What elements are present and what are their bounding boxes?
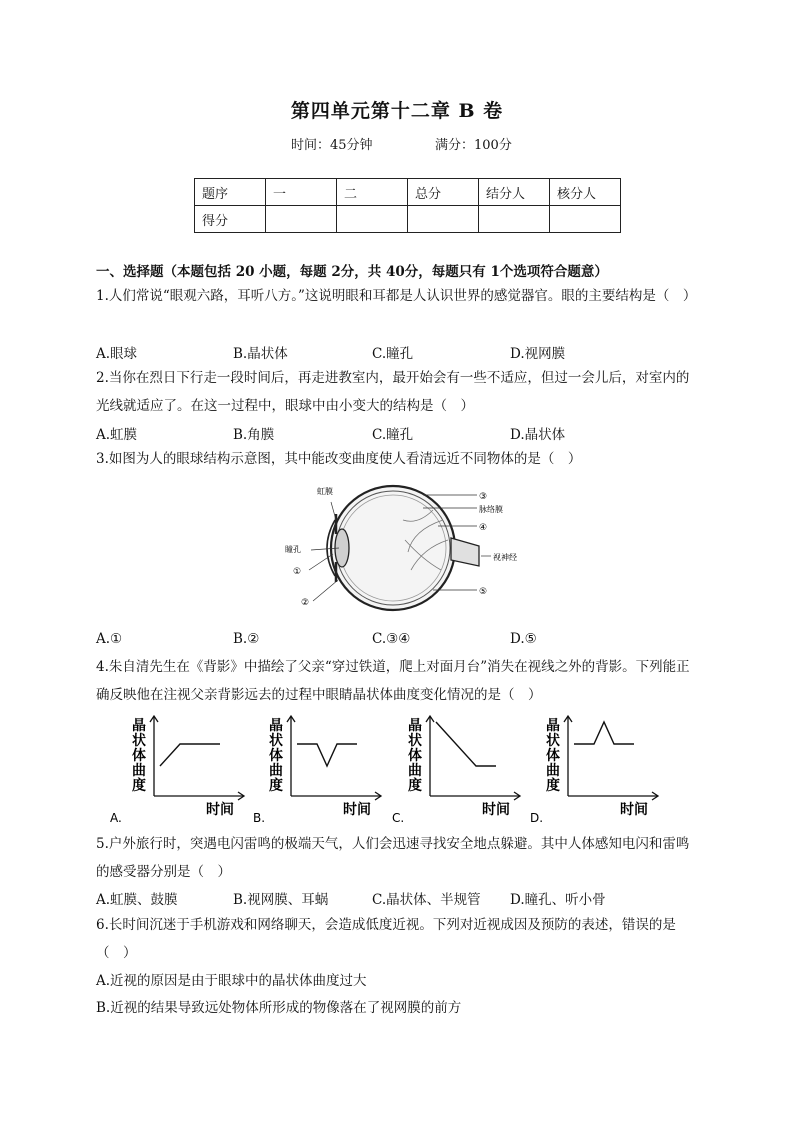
eyeball-figure (327, 486, 479, 610)
table-cell[interactable] (550, 206, 621, 233)
chart-ylabel-char: 体 (132, 748, 146, 764)
chart-ylabel-char: 晶 (408, 718, 422, 734)
table-cell[interactable] (266, 206, 337, 233)
table-cell: 得分 (195, 206, 266, 233)
table-cell: 核分人 (550, 179, 621, 206)
chart-option-letter: B. (253, 811, 266, 825)
chart-ylabel-char: 度 (132, 778, 146, 794)
q2-option-b[interactable]: B.角膜 (233, 427, 275, 443)
chart-ylabel-char: 晶 (132, 718, 146, 734)
q6-option-a[interactable]: A.近视的原因是由于眼球中的晶状体曲度过大 (96, 973, 367, 989)
chart-option-d (530, 716, 658, 825)
chart-xlabel: 时间 (343, 802, 371, 818)
section-heading-text: 一、选择题（本题包括 20 小题，每题 2分，共 40分，每题只有 1个选项符合题意） (96, 264, 608, 280)
table-row (195, 206, 621, 233)
chart-ylabel-char: 状 (408, 733, 422, 749)
chart-ylabel-char: 曲 (408, 763, 422, 779)
chart-option-letter: A. (110, 811, 122, 825)
page-title: 第四单元第十二章 B 卷 (290, 100, 504, 122)
chart-ylabel-char: 度 (269, 778, 283, 794)
chart-series-line (436, 722, 496, 766)
chart-ylabel-char: 状 (269, 733, 283, 749)
chart-ylabel-char: 晶 (269, 718, 283, 734)
chart-ylabel-char: 度 (546, 778, 560, 794)
question-4-stem: 4.朱自清先生在《背影》中描绘了父亲“穿过铁道，爬上对面月台”消失在视线之外的背影。下列能正确反映他在注视父亲背影远去的过程中眼睛晶状体曲度变化情况的是（ ） (96, 659, 690, 703)
chart-ylabel-char: 晶 (546, 718, 560, 734)
score-table (194, 178, 621, 233)
chart-xlabel: 时间 (482, 802, 510, 818)
label-2: ② (301, 598, 310, 608)
chart-option-a (110, 716, 244, 825)
table-cell: 结分人 (479, 179, 550, 206)
chart-xlabel: 时间 (206, 802, 234, 818)
chart-series-line (574, 722, 634, 744)
label-1: ① (293, 567, 302, 577)
label-iris: 虹膜 (317, 487, 333, 496)
question-3-stem: 3.如图为人的眼球结构示意图，其中能改变曲度使人看清远近不同物体的是（ ） (96, 451, 582, 467)
chart-ylabel-char: 曲 (546, 763, 560, 779)
chart-option-letter: C. (392, 811, 405, 825)
chart-ylabel-char: 体 (546, 748, 560, 764)
label-3: ③ (479, 492, 488, 502)
q3-option-c[interactable]: C.③④ (372, 631, 411, 647)
q1-option-d[interactable]: D.视网膜 (510, 346, 566, 362)
chart-option-letter: D. (530, 811, 544, 825)
label-choroid: 脉络膜 (479, 505, 503, 514)
chart-xlabel: 时间 (620, 802, 648, 818)
eyeball-diagram (283, 480, 523, 620)
chart-option-c (392, 716, 520, 825)
label-5: ⑤ (479, 587, 488, 597)
section-heading (96, 260, 608, 280)
q5-option-c[interactable]: C.晶状体、半规管 (372, 892, 481, 908)
label-optic-nerve: 视神经 (493, 553, 517, 562)
q1-option-b[interactable]: B.晶状体 (233, 346, 288, 362)
chart-series-line (160, 744, 220, 766)
table-row (195, 179, 621, 206)
exam-time: 时间：45分钟 (291, 138, 373, 153)
q1-option-c[interactable]: C.瞳孔 (372, 346, 414, 362)
q2-option-c[interactable]: C.瞳孔 (372, 427, 414, 443)
table-cell: 总分 (408, 179, 479, 206)
question-2-stem: 2.当你在烈日下行走一段时间后，再走进教室内，最开始会有一些不适应，但过一会儿后，对室内的光线就适应了。在这一过程中，眼球中由小变大的结构是（ ） (96, 370, 690, 414)
q1-option-a[interactable]: A.眼球 (96, 346, 138, 362)
q2-option-d[interactable]: D.晶状体 (510, 427, 566, 443)
chart-ylabel-char: 状 (546, 733, 560, 749)
label-4: ④ (479, 523, 488, 533)
table-cell: 二 (337, 179, 408, 206)
table-cell: 题序 (195, 179, 266, 206)
question-1-stem: 1.人们常说“眼观六路，耳听八方。”这说明眼和耳都是人认识世界的感觉器官。眼的主要结构是（ ） (96, 288, 697, 304)
q5-option-b[interactable]: B.视网膜、耳蜗 (233, 892, 329, 908)
chart-ylabel-char: 曲 (132, 763, 146, 779)
full-score: 满分：100分 (435, 138, 512, 153)
q3-option-d[interactable]: D.⑤ (510, 631, 537, 647)
chart-ylabel-char: 曲 (269, 763, 283, 779)
question-5-stem: 5.户外旅行时，突遇电闪雷鸣的极端天气，人们会迅速寻找安全地点躲避。其中人体感知电闪和雷鸣的感受器分别是（ ） (96, 836, 690, 880)
chart-ylabel-char: 体 (408, 748, 422, 764)
q3-option-a[interactable]: A.① (96, 631, 123, 647)
chart-ylabel-char: 状 (132, 733, 146, 749)
question-6-stem: 6.长时间沉迷于手机游戏和网络聊天，会造成低度近视。下列对近视成因及预防的表述，错误的是（ ） (96, 917, 676, 961)
label-pupil: 瞳孔 (285, 545, 301, 554)
chart-option-b (253, 716, 381, 825)
q6-option-b[interactable]: B.近视的结果导致远处物体所形成的物像落在了视网膜的前方 (96, 1000, 462, 1016)
q4-charts (96, 708, 696, 826)
q5-option-a[interactable]: A.虹膜、鼓膜 (96, 892, 178, 908)
table-cell[interactable] (479, 206, 550, 233)
q3-option-b[interactable]: B.② (233, 631, 260, 647)
table-cell: 一 (266, 179, 337, 206)
table-cell[interactable] (408, 206, 479, 233)
table-cell[interactable] (337, 206, 408, 233)
chart-series-line (297, 744, 357, 766)
q5-option-d[interactable]: D.瞳孔、听小骨 (510, 892, 606, 908)
q2-option-a[interactable]: A.虹膜 (96, 427, 138, 443)
chart-ylabel-char: 体 (269, 748, 283, 764)
chart-ylabel-char: 度 (408, 778, 422, 794)
